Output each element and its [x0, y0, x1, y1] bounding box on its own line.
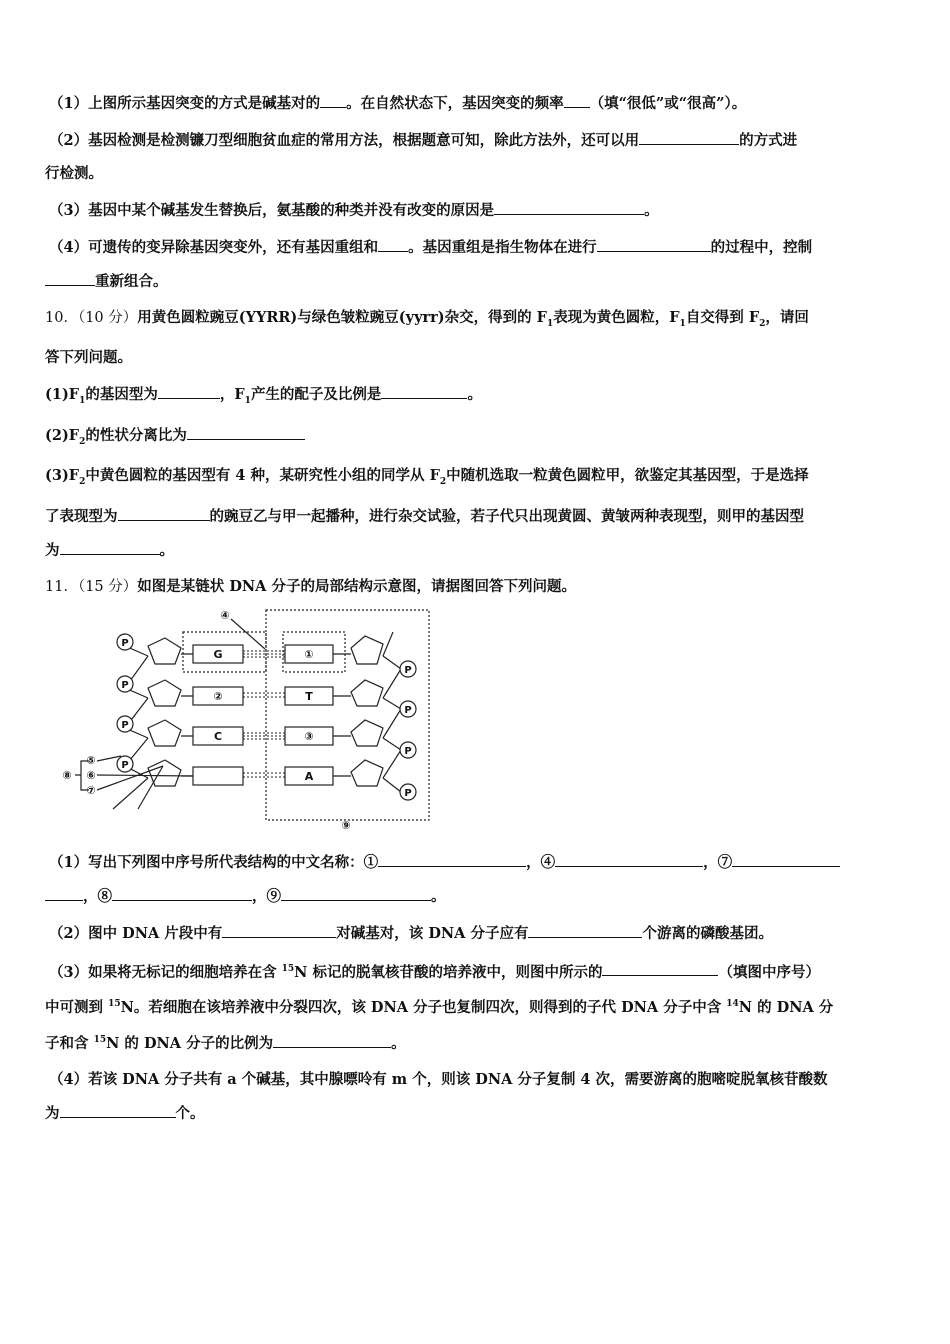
q9-p4-text-d: 重新组合。 [95, 273, 168, 290]
q9-p4-blank2[interactable] [597, 236, 711, 252]
exam-page [45, 92, 907, 1139]
q11-p1-d: ，⑧ [83, 887, 112, 905]
q9-p3-blank1[interactable] [494, 199, 644, 215]
right-phosphate-label-4: P [404, 787, 412, 799]
q11-p3-e: N。若细胞在该培养液中分裂四次，该 DNA 分子也复制四次，则得到的子代 DNA 分子中含 [120, 999, 727, 1017]
q9-part4-cont [45, 270, 907, 292]
q10-stem-a: 用黄色圆粒豌豆(YYRR)与绿色皱粒豌豆(yyrr)杂交，得到的 F [137, 309, 547, 326]
q11-p1-blank4[interactable] [112, 885, 252, 901]
label-7: ⑦ [86, 783, 96, 797]
q10-p1-sub2: 1 [244, 395, 251, 406]
q10-part3-cont2 [45, 539, 907, 561]
q11-p1-blank1[interactable] [378, 851, 526, 867]
label-5: ⑤ [86, 753, 96, 767]
q9-p1-text-b: 。在自然状态下，基因突变的频率 [346, 95, 564, 112]
q11-p1-blank3[interactable] [732, 851, 840, 867]
q11-p3-sup3: 14 [726, 999, 739, 1010]
dna-diagram [53, 604, 453, 839]
q9-p2-blank1[interactable] [639, 129, 739, 145]
label-9: ⑨ [341, 818, 351, 832]
right-phosphate-label-3: P [404, 745, 412, 757]
q10-p3-sub1: 2 [79, 476, 86, 487]
q11-p1-c: ，⑦ [703, 853, 733, 871]
q11-p3-blank2[interactable] [273, 1032, 391, 1048]
right-sugar-2 [351, 680, 383, 706]
label-6: ⑥ [86, 768, 96, 782]
box-nucleotide-4 [183, 632, 266, 672]
q9-p4-text-b: 。基因重组是指生物体在进行 [408, 239, 597, 256]
q9-p2-text-c: 行检测。 [45, 165, 103, 182]
q10-stem-d: ，请回 [765, 309, 809, 326]
q11-p1-blank2[interactable] [555, 851, 703, 867]
q11-part1 [45, 851, 907, 873]
q9-p4-text-c: 的过程中，控制 [710, 239, 813, 256]
q10-p3-b: 中黄色圆粒的基因型有 4 种，某研究性小组的同学从 F [85, 466, 440, 484]
q11-p1-f: 。 [431, 887, 446, 905]
left-sugar-2 [148, 680, 181, 706]
q10-part1 [45, 383, 907, 412]
left-phosphate-label-4: P [121, 759, 129, 771]
q10-p2-sub1: 2 [79, 436, 86, 447]
q11-p3-b: N 标记的脱氧核苷酸的培养液中，则图中所示的 [294, 963, 603, 981]
q10-p3-sub2: 2 [439, 476, 447, 487]
q9-p4-text-a: （4）可遗传的变异除基因突变外，还有基因重组和 [49, 239, 379, 256]
q10-p3-e: 的豌豆乙与甲一起播种，进行杂交试验，若子代只出现黄圆、黄皱两种表现型，则甲的基因型 [209, 507, 804, 525]
box-deoxynucleotide [283, 632, 345, 672]
q10-p1-a: (1)F [45, 385, 80, 403]
q11-p3-h: N 的 DNA 分子的比例为 [106, 1035, 274, 1053]
hydrogen-bonds-4 [243, 773, 285, 777]
q9-p4-blank1[interactable] [378, 236, 408, 252]
left-base-box-4 [193, 767, 243, 785]
q9-part2-cont [45, 163, 907, 184]
q9-part1 [45, 92, 907, 114]
q11-p3-d: 中可测到 [45, 999, 109, 1017]
q10-score: （10 分） [77, 310, 138, 326]
right-base-4: A [304, 769, 314, 783]
q11-p3-i: 。 [391, 1035, 406, 1053]
right-sugar-3 [351, 720, 383, 746]
q10-p1-blank1[interactable] [158, 383, 220, 399]
q10-part2 [45, 424, 907, 453]
q11-part1-cont [45, 885, 907, 907]
right-base-2: T [305, 689, 313, 703]
q10-stem-c: 自交得到 F [685, 309, 760, 326]
q11-p2-blank1[interactable] [222, 922, 336, 938]
left-phosphate-label-1: P [121, 637, 129, 649]
q9-p2-text-b: 的方式进 [739, 132, 798, 149]
q11-p3-c: （填图中序号） [718, 963, 820, 981]
right-phosphate-label-2: P [404, 704, 412, 716]
q10-p2-blank1[interactable] [187, 424, 305, 440]
left-base-1: G [213, 647, 223, 661]
q11-number: 11． [45, 578, 78, 595]
q9-p1-blank2[interactable] [564, 92, 590, 108]
right-base-3: ③ [304, 729, 314, 743]
q10-stem-e: 答下列问题。 [45, 348, 132, 366]
hydrogen-bonds-1 [243, 651, 285, 657]
q10-p1-blank2[interactable] [381, 383, 467, 399]
right-sugar-1 [351, 636, 383, 664]
left-sugar-3 [148, 720, 181, 746]
q10-p1-c: ，F [219, 385, 245, 403]
q10-p3-f: 为 [45, 541, 60, 559]
right-base-1: ① [304, 647, 314, 661]
q10-p1-d: 产生的配子及比例是 [250, 385, 382, 403]
q10-stem [45, 307, 907, 335]
q11-p1-blank3-cont[interactable] [45, 885, 83, 901]
q10-number: 10． [45, 310, 78, 326]
q11-part3 [45, 959, 907, 983]
q10-part3-cont [45, 505, 907, 527]
q11-part4 [45, 1069, 907, 1090]
q11-p4-blank1[interactable] [60, 1102, 176, 1118]
q10-p3-blank2[interactable] [60, 539, 160, 555]
q11-part2 [45, 922, 907, 944]
q10-p2-b: 的性状分离比为 [85, 426, 187, 444]
q9-p3-text-b: 。 [644, 202, 659, 219]
q10-p3-a: (3)F [45, 466, 80, 484]
q11-p4-c: 个。 [175, 1105, 205, 1123]
label-7-line [138, 766, 163, 809]
q10-p3-d: 了表现型为 [45, 507, 118, 525]
q9-part4 [45, 236, 907, 258]
q11-p2-c: 个游离的磷酸基团。 [642, 924, 773, 942]
q9-p4-blank3[interactable] [45, 270, 95, 286]
q10-p1-e: 。 [467, 385, 482, 403]
right-sugar-4 [351, 760, 383, 786]
dna-structure-figure [53, 604, 453, 839]
q10-stem-sub1: 1 [546, 318, 554, 329]
q11-p2-a: （2）图中 DNA 片段中有 [49, 924, 223, 942]
q10-stem-sub3: 2 [759, 318, 766, 329]
q9-part3 [45, 199, 907, 221]
q11-part4-cont [45, 1102, 907, 1124]
q9-p3-text-a: （3）基因中某个碱基发生替换后，氨基酸的种类并没有改变的原因是 [49, 202, 495, 219]
q10-stem-sub2: 1 [679, 318, 686, 329]
q11-p3-g: 子和含 [45, 1035, 94, 1053]
left-sugar-1 [148, 638, 181, 664]
q11-p4-b: 为 [45, 1105, 60, 1123]
q10-p3-c: 中随机选取一粒黄色圆粒甲，欲鉴定其基因型，于是选择 [446, 466, 809, 484]
q11-stem-text: 如图是某链状 DNA 分子的局部结构示意图，请据图回答下列问题。 [137, 577, 576, 595]
q10-p2-a: (2)F [45, 426, 80, 444]
q11-score: （15 分） [77, 578, 138, 595]
label-8: ⑧ [62, 768, 72, 782]
left-base-2: ② [213, 689, 223, 703]
q9-p1-blank1[interactable] [320, 92, 346, 108]
label-4: ④ [220, 608, 230, 622]
q11-p3-blank1[interactable] [602, 960, 718, 976]
q11-p3-sup2: 15 [108, 999, 121, 1010]
q11-part3-cont [45, 994, 907, 1018]
left-phosphate-label-3: P [121, 719, 129, 731]
q11-part3-cont2 [45, 1030, 907, 1054]
q11-stem [45, 576, 907, 598]
left-phosphate-label-2: P [121, 679, 129, 691]
q9-part2 [45, 129, 907, 151]
q11-p3-a: （3）如果将无标记的细胞培养在含 [49, 963, 282, 981]
q10-stem-cont [45, 347, 907, 368]
q9-p2-text-a: （2）基因检测是检测镰刀型细胞贫血症的常用方法，根据题意可知，除此方法外，还可以用 [49, 132, 640, 149]
left-base-3: C [213, 729, 223, 743]
q11-p3-sup1: 15 [281, 963, 295, 974]
q11-p1-a: （1）写出下列图中序号所代表结构的中文名称：① [49, 853, 379, 871]
q10-p3-g: 。 [159, 541, 174, 559]
q9-p1-text-c: （填“很低”或“很高”）。 [589, 95, 747, 112]
q10-p1-sub1: 1 [79, 395, 86, 406]
q11-p1-e: ，⑨ [252, 887, 281, 905]
q11-p2-blank2[interactable] [528, 922, 642, 938]
hydrogen-bonds-2 [243, 693, 285, 697]
q10-part3 [45, 465, 907, 493]
q9-p1-text-a: （1）上图所示基因突变的方式是碱基对的 [49, 95, 321, 112]
hydrogen-bonds-3 [243, 733, 285, 739]
q11-p1-blank5[interactable] [281, 885, 431, 901]
right-phosphate-label-1: P [404, 664, 412, 676]
q10-p1-b: 的基因型为 [85, 385, 158, 403]
q10-stem-b: 表现为黄色圆粒，F [553, 309, 680, 326]
labels-5-6-7-pointers [97, 756, 193, 790]
right-backbone-links [383, 632, 401, 778]
q11-p3-sup4: 15 [93, 1035, 107, 1046]
q11-p3-f: N 的 DNA 分 [738, 999, 834, 1017]
q11-p4-a: （4）若该 DNA 分子共有 a 个碱基，其中腺嘌呤有 m 个，则该 DNA 分子复制 4 次，需要游离的胞嘧啶脱氧核苷酸数 [49, 1071, 828, 1089]
q11-p1-b: ，④ [526, 853, 556, 871]
q10-p3-blank1[interactable] [118, 505, 210, 521]
q11-p2-b: 对碱基对，该 DNA 分子应有 [336, 924, 529, 942]
